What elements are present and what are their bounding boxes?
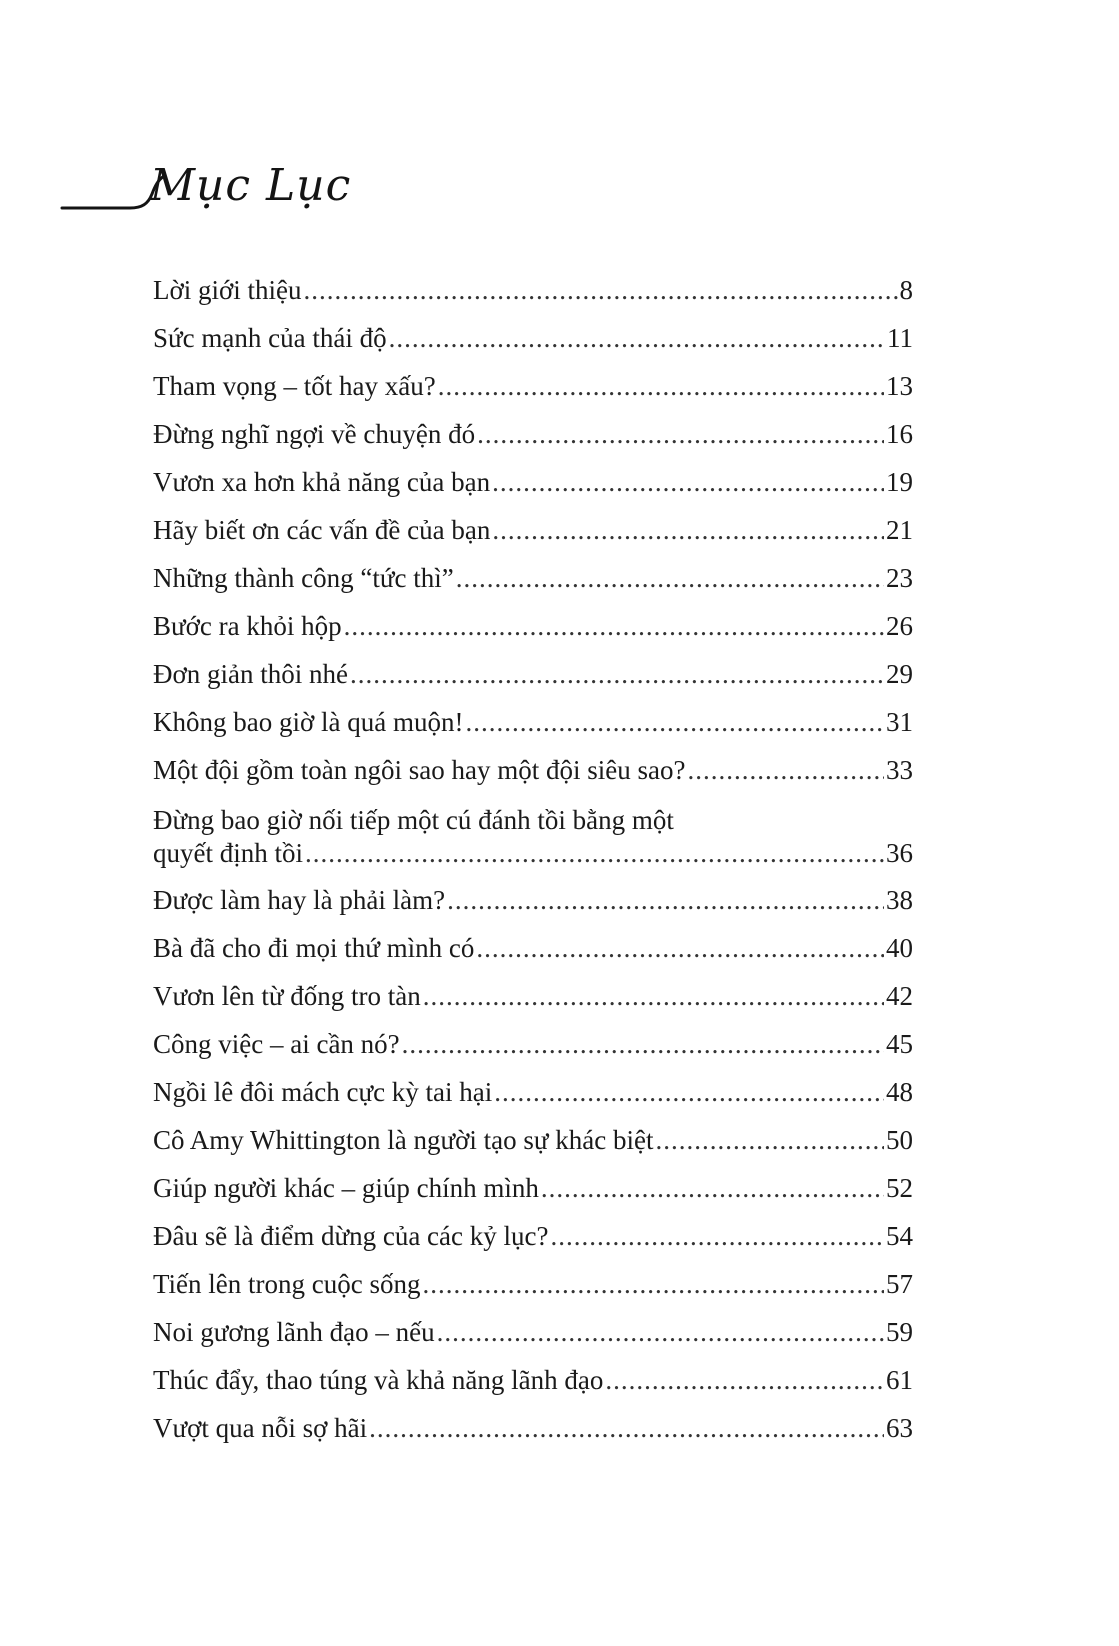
toc-entry-page: 31 bbox=[886, 707, 913, 737]
toc-entry-title: Bước ra khỏi hộp bbox=[153, 611, 342, 641]
toc-entry-page: 38 bbox=[886, 885, 913, 915]
dot-leader bbox=[305, 836, 884, 870]
toc-entry[interactable] bbox=[153, 458, 913, 506]
toc-entry-title: Cô Amy Whittington là người tạo sự khác biệt bbox=[153, 1125, 654, 1155]
toc-entry-title: Vươn lên từ đống tro tàn bbox=[153, 981, 421, 1011]
toc-entry-page: 59 bbox=[886, 1317, 913, 1347]
dot-leader bbox=[369, 1404, 884, 1452]
dot-leader bbox=[465, 698, 884, 746]
toc-entry-title: Sức mạnh của thái độ bbox=[153, 323, 387, 353]
dot-leader bbox=[687, 746, 884, 794]
toc-entry[interactable] bbox=[153, 314, 913, 362]
toc-entry-title: Đừng nghĩ ngợi về chuyện đó bbox=[153, 419, 476, 449]
toc-entry[interactable] bbox=[153, 650, 913, 698]
toc-entry[interactable] bbox=[153, 362, 913, 410]
toc-entry-page: 52 bbox=[886, 1173, 913, 1203]
toc-entry[interactable] bbox=[153, 266, 913, 314]
dot-leader bbox=[656, 1116, 884, 1164]
toc-entry[interactable] bbox=[153, 1164, 913, 1212]
dot-leader bbox=[389, 314, 885, 362]
toc-entry-page: 61 bbox=[886, 1365, 913, 1395]
dot-leader bbox=[437, 1308, 884, 1356]
dot-leader bbox=[477, 410, 884, 458]
toc-entry-title: Những thành công “tức thì” bbox=[153, 563, 454, 593]
toc-entry[interactable] bbox=[153, 972, 913, 1020]
dot-leader bbox=[550, 1212, 884, 1260]
toc-entry-title: Bà đã cho đi mọi thứ mình có bbox=[153, 933, 475, 963]
dot-leader bbox=[422, 1260, 884, 1308]
toc-entry-title: Được làm hay là phải làm? bbox=[153, 885, 446, 915]
toc-entry-page: 13 bbox=[886, 371, 913, 401]
toc-entry-title: Giúp người khác – giúp chính mình bbox=[153, 1173, 539, 1203]
toc-entry-title: Tham vọng – tốt hay xấu? bbox=[153, 371, 436, 401]
toc-entry-page: 33 bbox=[886, 755, 913, 785]
dot-leader bbox=[350, 650, 884, 698]
toc-entry[interactable] bbox=[153, 554, 913, 602]
toc-entry-page: 36 bbox=[886, 838, 913, 868]
toc-entry-page: 29 bbox=[886, 659, 913, 689]
toc-entry[interactable] bbox=[153, 1308, 913, 1356]
toc-entry-page: 50 bbox=[886, 1125, 913, 1155]
toc-entry[interactable] bbox=[153, 924, 913, 972]
toc-entry-title: Không bao giờ là quá muộn! bbox=[153, 707, 464, 737]
dot-leader bbox=[447, 876, 884, 924]
toc-entry-title: Hãy biết ơn các vấn đề của bạn bbox=[153, 515, 491, 545]
toc-entry-title-line1: Đừng bao giờ nối tiếp một cú đánh tồi bằng một bbox=[153, 805, 674, 835]
toc-entry-page: 21 bbox=[886, 515, 913, 545]
dot-leader bbox=[402, 1020, 884, 1068]
dot-leader bbox=[344, 602, 884, 650]
toc-entry-page: 63 bbox=[886, 1413, 913, 1443]
page-title: Mục Lục bbox=[150, 160, 352, 211]
toc-entry[interactable] bbox=[153, 1356, 913, 1404]
toc-entry-page: 16 bbox=[886, 419, 913, 449]
toc-entry-page: 11 bbox=[887, 323, 913, 353]
toc-entry-page: 19 bbox=[886, 467, 913, 497]
toc-entry-page: 23 bbox=[886, 563, 913, 593]
toc-entry-page: 40 bbox=[886, 933, 913, 963]
toc-entry-page: 42 bbox=[886, 981, 913, 1011]
toc-entry[interactable] bbox=[153, 1020, 913, 1068]
toc-entry[interactable] bbox=[153, 1212, 913, 1260]
table-of-contents bbox=[153, 266, 913, 1452]
toc-entry[interactable] bbox=[153, 1068, 913, 1116]
dot-leader bbox=[492, 506, 884, 554]
toc-entry-page: 48 bbox=[886, 1077, 913, 1107]
dot-leader bbox=[494, 1068, 884, 1116]
toc-entry-title: Tiến lên trong cuộc sống bbox=[153, 1269, 421, 1299]
toc-entry-page: 57 bbox=[886, 1269, 913, 1299]
dot-leader bbox=[304, 266, 898, 314]
toc-heading bbox=[60, 150, 460, 230]
toc-entry[interactable] bbox=[153, 698, 913, 746]
toc-entry-title: Thúc đẩy, thao túng và khả năng lãnh đạo bbox=[153, 1365, 604, 1395]
toc-entry-page: 26 bbox=[886, 611, 913, 641]
toc-entry-title: Đơn giản thôi nhé bbox=[153, 659, 348, 689]
toc-entry-page: 54 bbox=[886, 1221, 913, 1251]
toc-entry[interactable] bbox=[153, 410, 913, 458]
toc-entry-title: Noi gương lãnh đạo – nếu bbox=[153, 1317, 435, 1347]
dot-leader bbox=[541, 1164, 884, 1212]
dot-leader bbox=[438, 362, 884, 410]
toc-entry-title: Lời giới thiệu bbox=[153, 275, 302, 305]
dot-leader bbox=[423, 972, 884, 1020]
toc-entry[interactable] bbox=[153, 506, 913, 554]
toc-entry-page: 8 bbox=[899, 275, 913, 305]
dot-leader bbox=[456, 554, 884, 602]
toc-entry[interactable] bbox=[153, 1404, 913, 1452]
toc-entry[interactable] bbox=[153, 804, 913, 870]
dot-leader bbox=[492, 458, 884, 506]
dot-leader bbox=[476, 924, 884, 972]
toc-entry-title: Một đội gồm toàn ngôi sao hay một đội siêu sao? bbox=[153, 755, 686, 785]
toc-entry[interactable] bbox=[153, 746, 913, 794]
dot-leader bbox=[605, 1356, 884, 1404]
toc-entry-title: Đâu sẽ là điểm dừng của các kỷ lục? bbox=[153, 1221, 549, 1251]
toc-entry-title-line2: quyết định tồi bbox=[153, 838, 303, 868]
toc-entry-title: Vượt qua nỗi sợ hãi bbox=[153, 1413, 368, 1443]
toc-entry-title: Ngồi lê đôi mách cực kỳ tai hại bbox=[153, 1077, 493, 1107]
toc-entry-title: Công việc – ai cần nó? bbox=[153, 1029, 400, 1059]
toc-entry[interactable] bbox=[153, 876, 913, 924]
toc-entry-page: 45 bbox=[886, 1029, 913, 1059]
toc-entry[interactable] bbox=[153, 602, 913, 650]
toc-entry[interactable] bbox=[153, 1116, 913, 1164]
toc-entry[interactable] bbox=[153, 1260, 913, 1308]
toc-entry-title: Vươn xa hơn khả năng của bạn bbox=[153, 467, 491, 497]
